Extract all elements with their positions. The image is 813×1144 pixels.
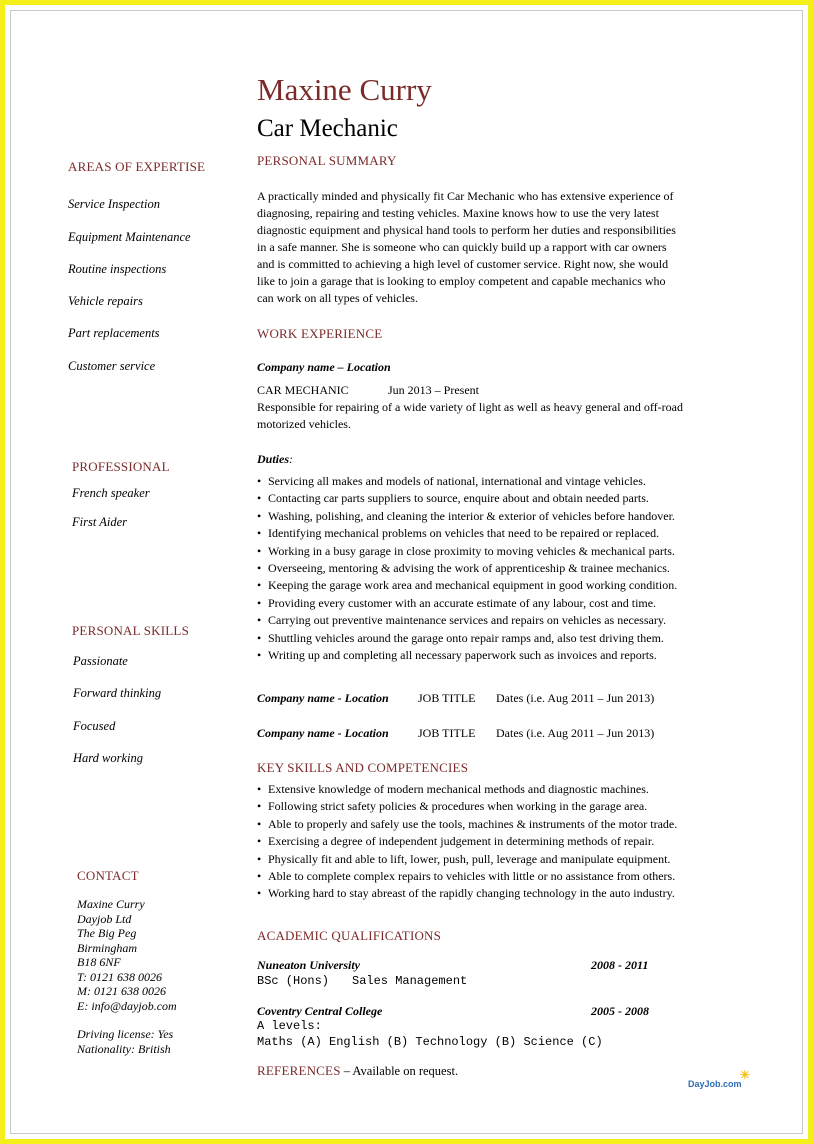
contact-spacer bbox=[77, 1013, 177, 1027]
contact-mobile: M: 0121 638 0026 bbox=[77, 984, 166, 998]
professional-item: First Aider bbox=[72, 515, 127, 529]
summary-line: diagnosing, repairing and testing vehicles. Maxine knows how to use the very latest bbox=[257, 206, 659, 220]
contact-line: B18 6NF bbox=[77, 955, 121, 969]
job3-company: Company name - Location bbox=[257, 726, 389, 740]
job2-title: JOB TITLE bbox=[418, 691, 476, 705]
duty-item: • Servicing all makes and models of national, international and vintage vehicles. bbox=[257, 473, 737, 490]
personal-skill-item: Focused bbox=[73, 719, 116, 733]
school1-subject: Sales Management bbox=[352, 974, 468, 988]
candidate-role: Car Mechanic bbox=[257, 115, 398, 142]
duty-item: • Overseeing, mentoring & advising the work of apprenticeship & trainee mechanics. bbox=[257, 560, 737, 577]
summary-line: can work on all types of vehicles. bbox=[257, 291, 418, 305]
duty-item: • Shuttling vehicles around the garage onto repair ramps and, also test driving them. bbox=[257, 630, 737, 647]
job2-company: Company name - Location bbox=[257, 691, 389, 705]
duty-item: • Contacting car parts suppliers to source, enquire about and obtain needed parts. bbox=[257, 490, 737, 507]
contact-heading: CONTACT bbox=[77, 868, 139, 883]
job1-title: CAR MECHANIC bbox=[257, 383, 349, 397]
key-skill-item: • Working hard to stay abreast of the rapidly changing technology in the auto industry. bbox=[257, 885, 737, 902]
contact-block bbox=[77, 897, 177, 1056]
candidate-name: Maxine Curry bbox=[257, 72, 432, 107]
key-skill-item: • Able to properly and safely use the tools, machines & instruments of the motor trade. bbox=[257, 816, 737, 833]
expertise-item: Service Inspection bbox=[68, 197, 160, 211]
key-skill-item: • Following strict safety policies & procedures when working in the garage area. bbox=[257, 798, 737, 815]
dayjob-logo bbox=[688, 1068, 752, 1090]
key-skill-item: • Physically fit and able to lift, lower, push, pull, leverage and manipulate equipment. bbox=[257, 851, 737, 868]
duty-item: • Carrying out preventive maintenance services and repairs on vehicles as necessary. bbox=[257, 612, 737, 629]
school2-subjects: Maths (A) English (B) Technology (B) Science (C) bbox=[257, 1035, 603, 1049]
job3-dates: Dates (i.e. Aug 2011 – Jun 2013) bbox=[496, 726, 655, 740]
summary-line: diagnostic equipment and physical hand tools to perform her duties and responsibilities bbox=[257, 223, 676, 237]
contact-line: Birmingham bbox=[77, 940, 137, 955]
school1-name: Nuneaton University bbox=[257, 958, 361, 972]
summary-line: in a safe manner. She is someone who can quickly build up a rapport with car owners bbox=[257, 240, 667, 254]
academic-heading: ACADEMIC QUALIFICATIONS bbox=[257, 928, 442, 943]
key-skills-heading: KEY SKILLS AND COMPETENCIES bbox=[257, 760, 469, 775]
duty-item: • Writing up and completing all necessary paperwork such as invoices and reports. bbox=[257, 647, 737, 664]
school1-years: 2008 - 2011 bbox=[591, 958, 649, 972]
summary-heading: PERSONAL SUMMARY bbox=[257, 153, 397, 168]
summary-line: and is committed to achieving a high level of customer service. Right now, she would bbox=[257, 257, 669, 271]
expertise-item: Vehicle repairs bbox=[68, 294, 143, 308]
key-skill-item: • Exercising a degree of independent judgement in determining methods of repair. bbox=[257, 833, 737, 850]
professional-heading: PROFESSIONAL bbox=[72, 459, 170, 474]
logo-text: DayJob.com bbox=[688, 1079, 742, 1089]
personal-skill-item: Forward thinking bbox=[73, 686, 162, 700]
job1-company: Company name – Location bbox=[257, 360, 391, 374]
job3-title: JOB TITLE bbox=[418, 726, 476, 740]
job1-dates: Jun 2013 – Present bbox=[388, 383, 479, 397]
duties-label: Duties: bbox=[257, 452, 294, 466]
duty-item: • Washing, polishing, and cleaning the interior & exterior of vehicles before handover. bbox=[257, 508, 737, 525]
school2-levels-label: A levels: bbox=[257, 1019, 322, 1033]
school2-years: 2005 - 2008 bbox=[591, 1004, 649, 1018]
key-skill-item: • Extensive knowledge of modern mechanical methods and diagnostic machines. bbox=[257, 781, 737, 798]
expertise-item: Customer service bbox=[68, 359, 156, 373]
personal-skill-item: Passionate bbox=[73, 654, 128, 668]
professional-item: French speaker bbox=[72, 486, 150, 500]
work-heading: WORK EXPERIENCE bbox=[257, 326, 383, 341]
references-heading: REFERENCES bbox=[257, 1063, 341, 1078]
contact-line: Dayjob Ltd bbox=[77, 911, 132, 926]
key-skill-item: • Able to complete complex repairs to vehicles with little or no assistance from others. bbox=[257, 868, 737, 885]
personal-skill-item: Hard working bbox=[73, 751, 144, 765]
expertise-heading: AREAS OF EXPERTISE bbox=[68, 159, 206, 174]
contact-line: Maxine Curry bbox=[77, 897, 145, 911]
contact-line: The Big Peg bbox=[77, 926, 137, 940]
summary-text bbox=[257, 188, 727, 307]
summary-line: A practically minded and physically fit Car Mechanic who has extensive experience of bbox=[257, 189, 674, 203]
duty-item: • Identifying mechanical problems on vehicles that need to be repaired or replaced. bbox=[257, 525, 737, 542]
school1-degree: BSc (Hons) bbox=[257, 974, 330, 988]
references-text: – Available on request. bbox=[343, 1064, 459, 1078]
references-line bbox=[257, 1063, 458, 1079]
duty-item: • Working in a busy garage in close proximity to moving vehicles & mechanical parts. bbox=[257, 543, 737, 560]
expertise-item: Routine inspections bbox=[68, 262, 167, 276]
nationality: Nationality: British bbox=[77, 1041, 171, 1056]
expertise-item: Equipment Maintenance bbox=[68, 230, 191, 244]
job1-description-cont: motorized vehicles. bbox=[257, 417, 351, 431]
contact-phone: T: 0121 638 0026 bbox=[77, 969, 163, 984]
driving-license: Driving license: Yes bbox=[77, 1027, 174, 1041]
duties-label-text: Duties bbox=[257, 452, 290, 466]
duties-list bbox=[257, 473, 737, 664]
school2-name: Coventry Central College bbox=[257, 1004, 383, 1018]
job2-dates: Dates (i.e. Aug 2011 – Jun 2013) bbox=[496, 691, 655, 705]
sun-icon: ☀ bbox=[739, 1068, 751, 1082]
duty-item: • Keeping the garage work area and mechanical equipment in good working condition. bbox=[257, 577, 737, 594]
summary-line: like to join a garage that is looking to employ competent and capable mechanics who bbox=[257, 274, 666, 288]
personal-skills-heading: PERSONAL SKILLS bbox=[72, 623, 190, 638]
key-skills-list bbox=[257, 781, 737, 903]
contact-email: E: info@dayjob.com bbox=[77, 998, 177, 1013]
duty-item: • Providing every customer with an accurate estimate of any labour, cost and time. bbox=[257, 595, 737, 612]
job1-description: Responsible for repairing of a wide variety of light as well as heavy general and off-road bbox=[257, 400, 683, 414]
expertise-item: Part replacements bbox=[68, 326, 160, 340]
